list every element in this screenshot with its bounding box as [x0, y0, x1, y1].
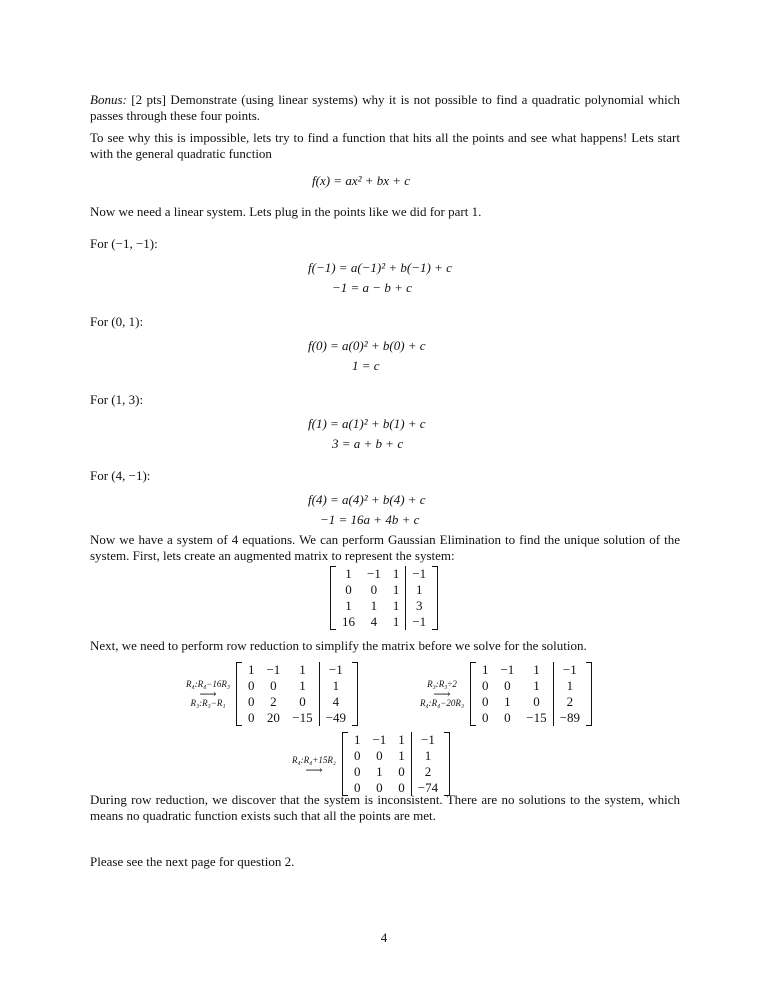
row-operation — [292, 754, 336, 777]
matrix-cell: 0 — [299, 694, 306, 709]
matrix-cell: −74 — [411, 780, 444, 796]
bonus-text: [2 pts] Demonstrate (using linear systems) why it is not possible to find a quadratic polynomial which passes through these four points. — [90, 92, 680, 123]
matrix-cell: 1 — [299, 662, 306, 677]
matrix-cell: 4 — [319, 694, 352, 710]
point-equation-line1: f(1) = a(1)² + b(1) + c — [308, 416, 426, 431]
arrow-icon: ⟶ — [199, 687, 217, 701]
matrix-cell: 1 — [299, 678, 306, 693]
row-op-top: R₃:R₃÷2 — [427, 679, 457, 689]
matrix-cell: 0 — [398, 764, 405, 779]
point-label: For (0, 1): — [90, 314, 144, 329]
matrix-cell: −1 — [406, 566, 432, 582]
row-operation — [420, 679, 464, 709]
matrix-cell: 0 — [376, 780, 383, 795]
right-bracket — [432, 566, 438, 630]
matrix-cell: −49 — [319, 710, 352, 726]
step2-matrix — [420, 662, 592, 726]
matrix-cell: 1 — [392, 614, 400, 629]
matrix-cell: 0 — [247, 678, 255, 693]
matrix-cell: −1 — [500, 662, 515, 677]
matrix-cell: 0 — [504, 678, 511, 693]
matrix-cell: 1 — [247, 662, 255, 677]
matrix-cell: −1 — [319, 662, 352, 678]
matrix-cell: −1 — [266, 662, 281, 677]
matrix-cell: 0 — [247, 710, 255, 725]
row-op-bottom: R₃:R₃−R₁ — [190, 698, 226, 708]
step3-matrix — [292, 732, 450, 796]
matrix-cell: 0 — [370, 582, 378, 597]
matrix-cell: 1 — [406, 582, 432, 598]
matrix-cell: 0 — [398, 780, 405, 795]
matrix-cell: 1 — [411, 748, 444, 764]
matrix-cell: −15 — [292, 710, 313, 725]
augmented-matrix — [330, 566, 438, 630]
bonus-label: Bonus: — [90, 92, 127, 107]
row-operation — [186, 679, 230, 709]
system-paragraph: Now we have a system of 4 equations. We can perform Gaussian Elimination to find the unique solution of the system. First, lets create an augmented matrix to represent the system: — [90, 532, 680, 563]
matrix-cell: −1 — [367, 566, 381, 581]
conclusion-paragraph: During row reduction, we discover that the system is inconsistent. There are no solutions to the system, which means no quadratic function exists such that all the points are met. — [90, 792, 680, 823]
matrix-cell: −1 — [553, 662, 586, 678]
row-op-top: R₄:R₄+15R₂ — [292, 754, 336, 765]
plug-in-text: Now we need a linear system. Lets plug in the points like we did for part 1. — [90, 204, 482, 219]
matrix-cell: −1 — [406, 614, 432, 630]
matrix-cell: 1 — [345, 566, 352, 581]
matrix-cell: 16 — [342, 614, 355, 629]
point-equation-line1: f(0) = a(0)² + b(0) + c — [308, 338, 426, 353]
matrix-cell: 0 — [353, 780, 361, 795]
matrix-cell: 0 — [247, 694, 255, 709]
matrix-cell: 1 — [392, 598, 400, 613]
arrow-icon: ⟶ — [305, 762, 323, 777]
next-page-note: Please see the next page for question 2. — [90, 854, 295, 869]
right-bracket — [352, 662, 358, 726]
row-op-top: R₄:R₄−16R₃ — [186, 679, 230, 689]
matrix-cell: 0 — [353, 764, 361, 779]
matrix-cell: 3 — [406, 598, 432, 614]
matrix-cell: 1 — [319, 678, 352, 694]
matrix-cell: 0 — [345, 582, 352, 597]
matrix-cell: 0 — [270, 678, 277, 693]
matrix-cell: 2 — [411, 764, 444, 780]
matrix-cell: −1 — [372, 732, 387, 747]
matrix-cell: 1 — [533, 662, 540, 677]
matrix-cell: 0 — [376, 748, 383, 763]
matrix-cell: 1 — [481, 662, 489, 677]
page-number: 4 — [380, 930, 388, 945]
row-reduction-text: Next, we need to perform row reduction to simplify the matrix before we solve for the solution. — [90, 638, 587, 653]
point-equation-line1: f(−1) = a(−1)² + b(−1) + c — [308, 260, 452, 275]
matrix-cell: 1 — [398, 748, 405, 763]
point-equation-line1: f(4) = a(4)² + b(4) + c — [308, 492, 426, 507]
matrix-cell: 1 — [398, 732, 405, 747]
intro-paragraph: To see why this is impossible, lets try to find a function that hits all the points and see what happens! Lets start with the general quadratic function — [90, 130, 680, 161]
matrix-cell: 0 — [481, 710, 489, 725]
matrix-cell: 1 — [392, 582, 400, 597]
matrix-cell: 0 — [481, 678, 489, 693]
matrix-cell: 0 — [504, 710, 511, 725]
matrix-cell: 0 — [353, 748, 361, 763]
point-label: For (4, −1): — [90, 468, 151, 483]
matrix-cell: 1 — [533, 678, 540, 693]
matrix-cell: −15 — [526, 710, 547, 725]
matrix-cell: 0 — [481, 694, 489, 709]
matrix-cell: 2 — [553, 694, 586, 710]
matrix-cell: 4 — [370, 614, 378, 629]
matrix-cell: 1 — [553, 678, 586, 694]
matrix-cell: 1 — [353, 732, 361, 747]
matrix-cell: 1 — [345, 598, 352, 613]
matrix-cell: 1 — [370, 598, 378, 613]
matrix-cell: 1 — [504, 694, 511, 709]
right-bracket — [444, 732, 450, 796]
matrix-cell: 2 — [270, 694, 277, 709]
row-op-bottom: R₄:R₄−20R₃ — [420, 698, 464, 708]
step1-matrix — [186, 662, 358, 726]
matrix-cell: 0 — [533, 694, 540, 709]
matrix-cell: 1 — [376, 764, 383, 779]
matrix-cell: 20 — [266, 710, 280, 725]
point-label: For (−1, −1): — [90, 236, 158, 251]
point-label: For (1, 3): — [90, 392, 144, 407]
general-quadratic-equation: f(x) = ax² + bx + c — [312, 173, 411, 188]
matrix-cell: 1 — [392, 566, 400, 581]
matrix-cell: −1 — [411, 732, 444, 748]
arrow-icon: ⟶ — [433, 687, 451, 701]
right-bracket — [586, 662, 592, 726]
bonus-question — [90, 92, 680, 124]
matrix-cell: −89 — [553, 710, 586, 726]
